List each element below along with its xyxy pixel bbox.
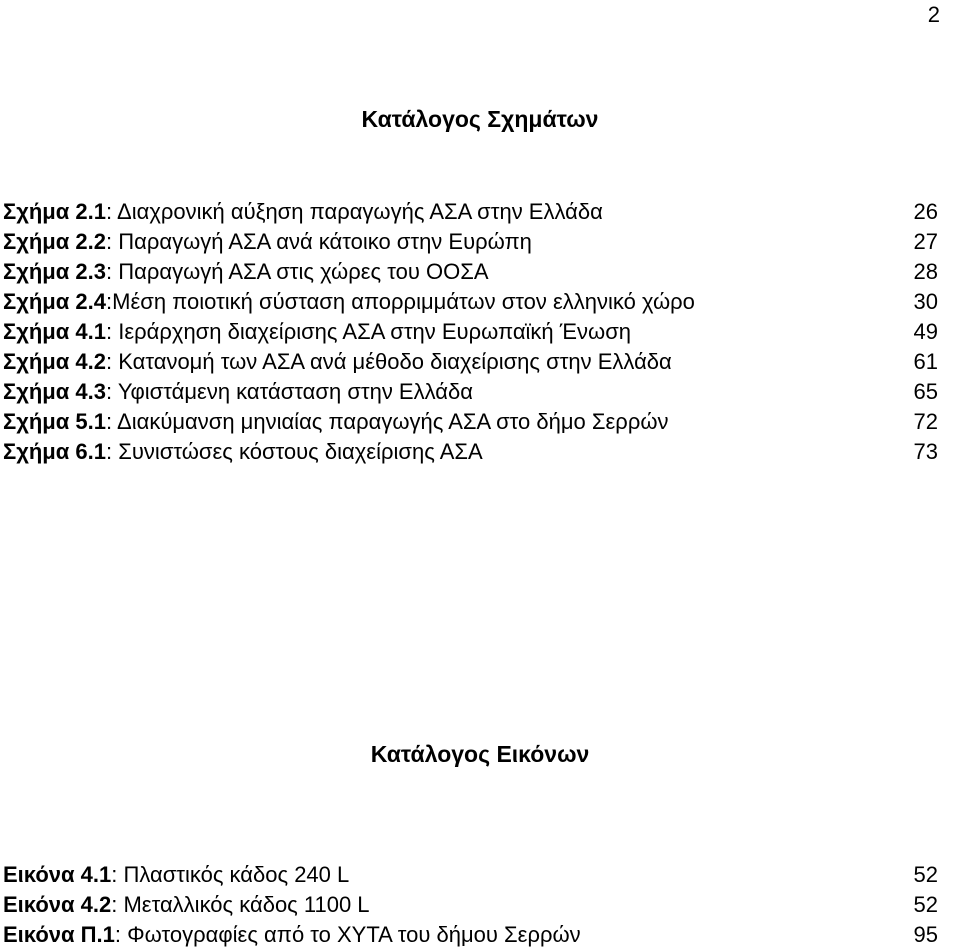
figure-label: Σχήμα 4.2: [3, 349, 106, 374]
figure-caption: : Κατανομή των ΑΣΑ ανά μέθοδο διαχείρισης στην Ελλάδα: [106, 349, 672, 374]
figure-page-number: 65: [913, 379, 938, 404]
figure-entry-text: [3, 257, 489, 287]
figure-label: Σχήμα 6.1: [3, 439, 106, 464]
image-caption: : Φωτογραφίες από το ΧΥΤΑ του δήμου Σερρών: [114, 922, 581, 947]
image-entry-text: [3, 920, 581, 950]
figure-entry[interactable]: [3, 407, 938, 437]
figure-entry-text: [3, 407, 669, 437]
figure-label: Σχήμα 2.2: [3, 229, 106, 254]
image-entry[interactable]: [3, 860, 938, 890]
figure-entry-text: [3, 437, 483, 467]
figure-caption: : Διακύμανση μηνιαίας παραγωγής ΑΣΑ στο δήμο Σερρών: [106, 409, 669, 434]
figure-page-number: 61: [913, 349, 938, 374]
figure-page-number: 26: [913, 199, 938, 224]
figure-caption: : Παραγωγή ΑΣΑ ανά κάτοικο στην Ευρώπη: [106, 229, 532, 254]
figure-entry-text: [3, 227, 532, 257]
image-caption: : Πλαστικός κάδος 240 L: [111, 862, 350, 887]
image-page-number: 95: [913, 922, 938, 947]
figure-label: Σχήμα 4.3: [3, 379, 106, 404]
image-caption: : Μεταλλικός κάδος 1100 L: [111, 892, 370, 917]
figure-label: Σχήμα 2.4: [3, 289, 106, 314]
figure-label: Σχήμα 5.1: [3, 409, 106, 434]
figure-entry[interactable]: [3, 317, 938, 347]
images-list-title: Κατάλογος Εικόνων: [370, 741, 590, 767]
image-label: Εικόνα 4.1: [3, 862, 112, 887]
figure-entry[interactable]: [3, 437, 938, 467]
figure-caption: : Παραγωγή ΑΣΑ στις χώρες του ΟΟΣΑ: [106, 259, 489, 284]
images-list: [3, 860, 938, 950]
figure-entry-text: [3, 377, 473, 407]
page-number: 2: [927, 2, 940, 27]
figure-entry[interactable]: [3, 347, 938, 377]
image-entry[interactable]: [3, 890, 938, 920]
figure-label: Σχήμα 2.1: [3, 199, 106, 224]
figure-entry-text: [3, 287, 695, 317]
image-label: Εικόνα Π.1: [3, 922, 115, 947]
figure-entry-text: [3, 317, 631, 347]
figure-entry[interactable]: [3, 257, 938, 287]
figure-entry[interactable]: [3, 377, 938, 407]
figure-caption: : Διαχρονική αύξηση παραγωγής ΑΣΑ στην Ελλάδα: [106, 199, 603, 224]
figure-label: Σχήμα 4.1: [3, 319, 106, 344]
figures-list: [3, 197, 938, 467]
figure-label: Σχήμα 2.3: [3, 259, 106, 284]
figure-entry-text: [3, 197, 603, 227]
image-entry-text: [3, 890, 370, 920]
image-page-number: 52: [913, 892, 938, 917]
figure-caption: :Μέση ποιοτική σύσταση απορριμμάτων στον ελληνικό χώρο: [106, 289, 695, 314]
figure-entry[interactable]: [3, 227, 938, 257]
image-entry-text: [3, 860, 349, 890]
figure-page-number: 30: [913, 289, 938, 314]
figure-page-number: 72: [913, 409, 938, 434]
image-label: Εικόνα 4.2: [3, 892, 112, 917]
figure-page-number: 73: [913, 439, 938, 464]
image-entry[interactable]: [3, 920, 938, 950]
figure-entry-text: [3, 347, 672, 377]
figure-page-number: 27: [913, 229, 938, 254]
figure-entry[interactable]: [3, 287, 938, 317]
figures-list-title: Κατάλογος Σχημάτων: [361, 106, 599, 132]
image-page-number: 52: [913, 862, 938, 887]
figure-page-number: 28: [913, 259, 938, 284]
figure-caption: : Ιεράρχηση διαχείρισης ΑΣΑ στην Ευρωπαϊκή Ένωση: [106, 319, 632, 344]
figure-caption: : Συνιστώσες κόστους διαχείρισης ΑΣΑ: [106, 439, 483, 464]
figure-entry[interactable]: [3, 197, 938, 227]
figure-page-number: 49: [913, 319, 938, 344]
figure-caption: : Υφιστάμενη κατάσταση στην Ελλάδα: [106, 379, 473, 404]
